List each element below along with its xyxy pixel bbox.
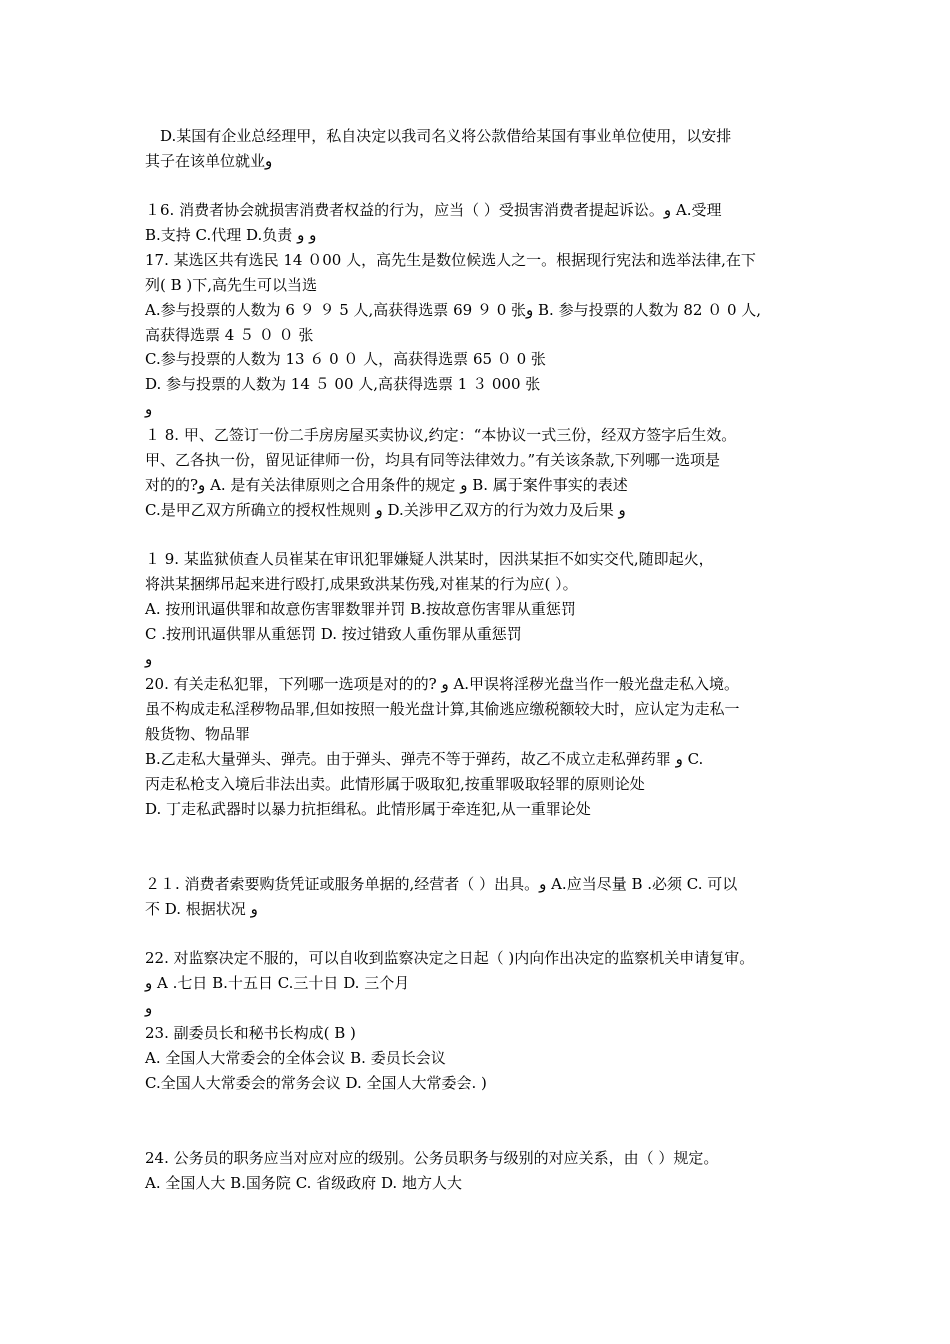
text-line: D.某国有企业总经理甲，私自决定以我司名义将公款借给某国有事业单位使用，以安排 <box>145 127 732 145</box>
question-16: １6. 消费者协会就损害消费者权益的行为，应当（ ）受损害消费者提起诉讼。و A.受理 <box>145 201 722 219</box>
text-line: 不 D. 根据状况 و <box>145 900 258 918</box>
text-line: A.参与投票的人数为 6 ９ ９ 5 人,高获得选票 69 ９ 0 张و B. 参与投票的人数为 82 ０ 0 人, <box>145 301 762 319</box>
text-line: 其子在该单位就业و <box>145 152 273 170</box>
text-line: 丙走私枪支入境后非法出卖。此情形属于吸取犯,按重罪吸取轻罪的原则论处 <box>145 775 645 793</box>
text-line: D. 参与投票的人数为 14 ５ 00 人,高获得选票 1 ３ 000 张 <box>145 375 541 393</box>
question-21: ２１. 消费者索要购货凭证或服务单据的,经营者（ ）出具。و A.应当尽量 B .必须 C. 可以 <box>145 875 738 893</box>
text-line: C .按刑讯逼供罪从重惩罚 D. 按过错致人重伤罪从重惩罚 <box>145 625 522 643</box>
text-line: B.支持 C.代理 D.负责 و و <box>145 226 317 244</box>
text-line: 对的的?و A. 是有关法律原则之合用条件的规定 و B. 属于案件事实的表述 <box>145 476 628 494</box>
question-24: 24. 公务员的职务应当对应对应的级别。公务员职务与级别的对应关系，由（ ）规定。 <box>145 1149 719 1167</box>
text-line: A. 按刑讯逼供罪和故意伤害罪数罪并罚 B.按故意伤害罪从重惩罚 <box>145 600 576 618</box>
text-line: و <box>145 650 153 668</box>
text-line: 般货物、物品罪 <box>145 725 251 743</box>
text-line: C.参与投票的人数为 13 ６ 0 ０ 人，高获得选票 65 ０ 0 张 <box>145 350 546 368</box>
question-23: 23. 副委员长和秘书长构成( B ) <box>145 1024 356 1042</box>
text-line: و A .七日 B.十五日 C.三十日 D. 三个月 <box>145 974 410 992</box>
text-line: C.全国人大常委会的常务会议 D. 全国人大常委会. ) <box>145 1074 487 1092</box>
text-line: C.是甲乙双方所确立的授权性规则 و D.关涉甲乙双方的行为效力及后果 و <box>145 501 626 519</box>
text-line: A. 全国人大常委会的全体会议 B. 委员长会议 <box>145 1049 446 1067</box>
text-line: و <box>145 999 153 1017</box>
question-19: １ 9. 某监狱侦查人员崔某在审讯犯罪嫌疑人洪某时，因洪某拒不如实交代,随即起火， <box>145 550 714 568</box>
text-line: و <box>145 400 153 418</box>
text-line: 列( B )下,高先生可以当选 <box>145 276 318 294</box>
question-20: 20. 有关走私犯罪，下列哪一选项是对的的? و A.甲误将淫秽光盘当作一般光盘走私入境。 <box>145 675 740 693</box>
text-line: 高获得选票 4 ５ ０ ０ 张 <box>145 326 314 344</box>
text-line: 甲、乙各执一份，留见证律师一份，均具有同等法律效力。”有关该条款,下列哪一选项是 <box>145 451 720 469</box>
text-line: B.乙走私大量弹头、弹壳。由于弹头、弹壳不等于弹药，故乙不成立走私弹药罪 و C. <box>145 750 704 768</box>
question-18: １ 8. 甲、乙签订一份二手房房屋买卖协议,约定：“本协议一式三份，经双方签字后生效。 <box>145 426 737 444</box>
text-line: 虽不构成走私淫秽物品罪,但如按照一般光盘计算,其偷逃应缴税额较大时，应认定为走私一 <box>145 700 740 718</box>
text-line: 将洪某捆绑吊起来进行殴打,成果致洪某伤残,对崔某的行为应( ）。 <box>145 575 578 593</box>
text-line: D. 丁走私武器时以暴力抗拒缉私。此情形属于牵连犯,从一重罪论处 <box>145 800 591 818</box>
text-line: A. 全国人大 B.国务院 C. 省级政府 D. 地方人大 <box>145 1174 462 1192</box>
question-17: 17. 某选区共有选民 14 ０00 人，高先生是数位候选人之一。根据现行宪法和选举法律,在下 <box>145 251 756 269</box>
question-22: 22. 对监察决定不服的，可以自收到监察决定之日起（ )内向作出决定的监察机关申请复审。 <box>145 949 755 967</box>
